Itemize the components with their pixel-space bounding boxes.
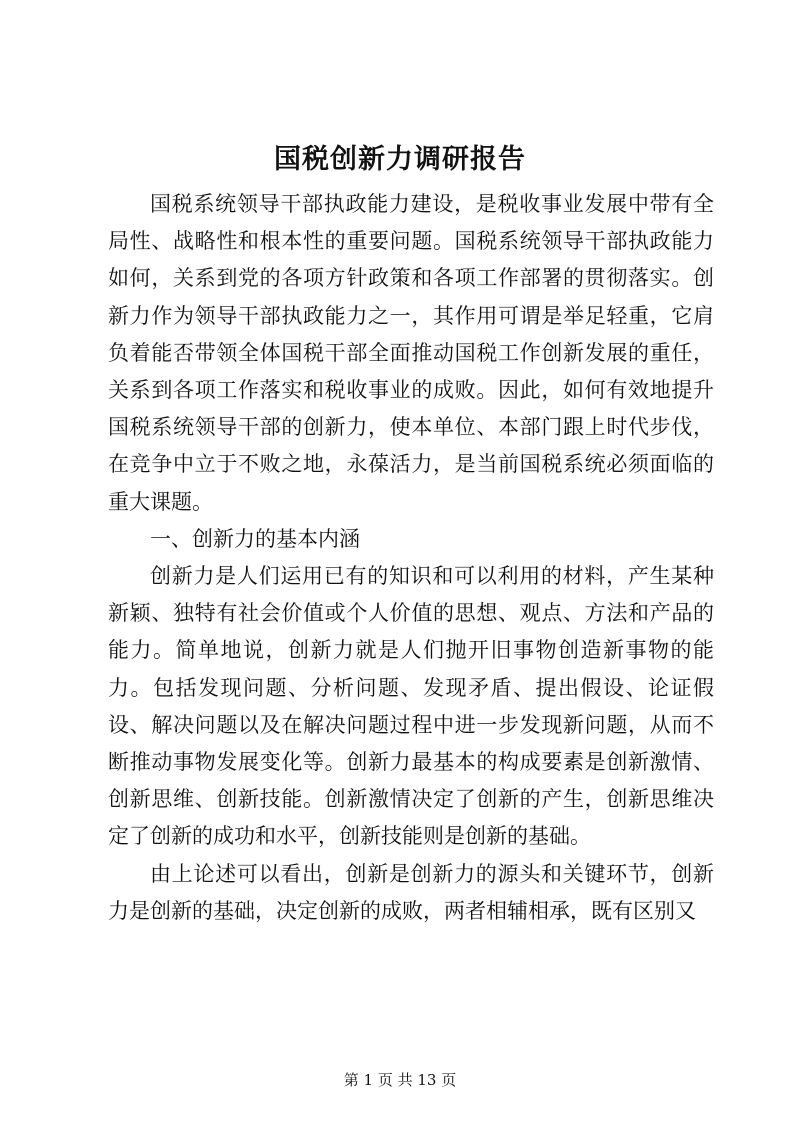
document-title: 国税创新力调研报告 [274, 144, 526, 175]
section-heading: 一、创新力的基本内涵 [150, 526, 360, 551]
document-body [108, 186, 714, 930]
paragraph-conclusion: 由上论述可以看出，创新是创新力的源头和关键环节，创新力是创新的基础，决定创新的成败，两者相辅相承，既有区别又 [108, 861, 714, 923]
page-number-footer: 第 1 页 共 13 页 [343, 1071, 457, 1089]
paragraph-intro: 国税系统领导干部执政能力建设，是税收事业发展中带有全局性、战略性和根本性的重要问题。国税系统领导干部执政能力如何，关系到党的各项方针政策和各项工作部署的贯彻落实。创新力作为领导干部执政能力之一，其作用可谓是举足轻重，它肩负着能否带领全体国税干部全面推动国税工作创新发展的重任，关系到各项工作落实和税收事业的成败。因此，如何有效地提升国税系统领导干部的创新力，使本单位、本部门跟上时代步伐，在竞争中立于不败之地，永葆活力，是当前国税系统必须面临的重大课题。 [108, 192, 714, 514]
paragraph-definition: 创新力是人们运用已有的知识和可以利用的材料，产生某种新颖、独特有社会价值或个人价值的思想、观点、方法和产品的能力。简单地说，创新力就是人们抛开旧事物创造新事物的能力。包括发现问题、分析问题、发现矛盾、提出假设、论证假设、解决问题以及在解决问题过程中进一步发现新问题，从而不断推动事物发展变化等。创新力最基本的构成要素是创新激情、创新思维、创新技能。创新激情决定了创新的产生，创新思维决定了创新的成功和水平，创新技能则是创新的基础。 [108, 564, 714, 849]
